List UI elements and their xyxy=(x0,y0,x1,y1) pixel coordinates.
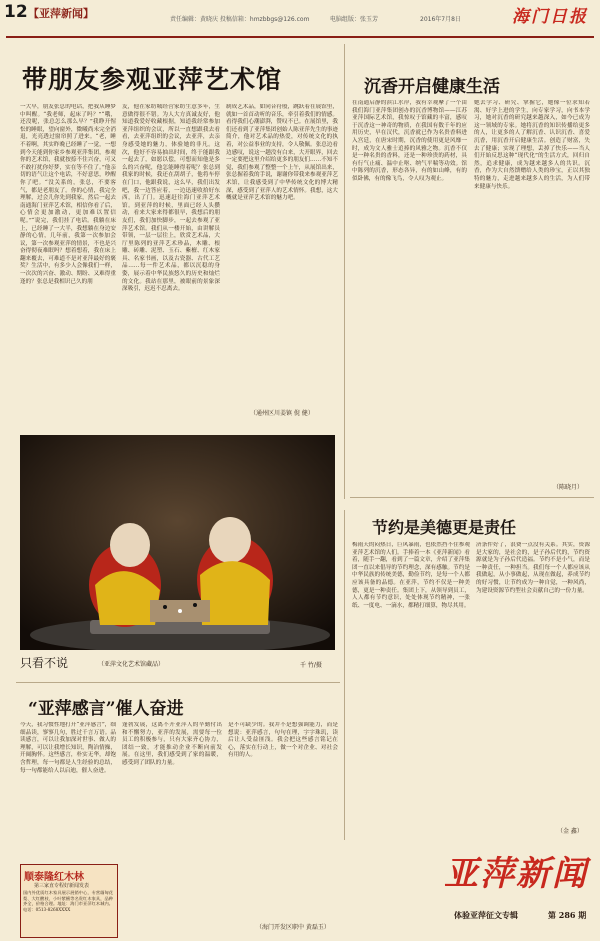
photo-credit: 千 竹/摄 xyxy=(300,662,322,669)
newspaper-logo: 海门日报 xyxy=(512,7,588,27)
ad-title: 顺泰隆红木林 xyxy=(24,872,84,883)
ad-text: 国内外优质红木家具展示展销中心，专营缅甸花梨、大红酸枝、小叶紫檀等名贵红木家具，品种齐全，价格合理。地址：海门市亚萍红木城内。电话：0513-8268XXXX xyxy=(23,890,113,912)
article-body-col: 今天，我习惯性地打开“亚萍感言”，细细品读，寥寥几句，胜过千言万语。品读感言，可以让我加深对世事、做人的理解，可以让我增长知识，陶冶情操，开阔胸怀。这些感言，朴实无华，却饱含哲理，每一句都是人生经验的总结，每一句都能给人以启迪，催人奋进。 xyxy=(20,722,116,774)
article-body-col: 她去学习、研究、掌握它，她像一位求知若渴、好学上进的学生，向专家学习，向书本学习，她对沉香的研究越来越深入，如今已成为这一领域的专家。她将沉香的知识传播给更多的人，让更多的人了解沉香、认识沉香、喜爱沉香，用沉香开启健康生活。创造了财富，失去了健康；实现了理想，丢掉了快乐——当人们开始反思这种“现代化”的生活方式，回归自然，追求健康，成为越来越多人的共识。沉香，作为大自然馈赠给人类的珍宝，正以其独特的魅力，走进越来越多人的生活，为人们带来健康与快乐。 xyxy=(474,100,590,190)
article-body-col: 蓬勃发展，这离不开亚萍人的辛勤付出和不懈努力，亚萍的发展，需要每一位员工的积极参与，只有大家齐心协力，团结一致，才能推动企业不断向前发展。在这里，我们感受到了家的温暖，感受到了团队的力量。 xyxy=(122,722,222,766)
ad-subtitle: 第三家直专程好新闻发表 xyxy=(34,883,90,889)
masthead-subtitle: 体验亚萍征文专辑 xyxy=(454,910,518,920)
column-divider xyxy=(344,44,345,499)
article-body-col: 在南通启静的滨江水岸，我有幸观摩了一个由我们海门亚萍集团创办的沉香博物馆——江苏亚萍国际艺术馆，我惊叹于馆藏的丰富，感叹于沉香这一神奇的物质，在我国有数千年的应用历史，早在汉代，沉香就已作为名贵香料进入宫廷，在唐宋时期，沉香的使用更是风靡一时，成为文人雅士追捧的风雅之物。沉香不仅是一种名贵的香料，还是一种珍贵的药材，具有行气止痛、温中止呕、纳气平喘等功效。馆中陈列的沉香，形态各异，有的如山峰，有的似卧佛，有的像飞鸟，令人叹为观止。 xyxy=(352,100,467,182)
photo-caption-title: 只看不说 xyxy=(20,656,69,670)
article-title: 节约是美德更是责任 xyxy=(372,518,517,537)
article-body-col: 一大早，朋友张总的电话，把我从睡梦中叫醒。“我老师，起床了吗？”“哦，还没呢，张总怎么那么早？”我睁开惺忪的睡眼，望向窗外，微曦尚未完全消退，光亮透过窗帘照了进来。“老，睡不着啊，其实昨晚已经睡了一觉，一想到今天能到你家乡参观亚萍集团，参观你的艺术馆，我就按捺不住兴奋，可又不敢打扰你好梦，实在等不住了。”他亲切的语气让这个电话，不好意思，吵醒你了吧。“没关系的，张总，不要客气，都是老朋友了。你的心情，我完全理解，过会儿你先到我家，然后一起去南通海门亚萍艺术馆，相信你看了后，心情会更加激动，更加难以置信呢。”“说完，我们挂了电话。我躺在床上，已经睡了一大半，我想躺在身边安静的心情，几年前，我第一次参加会议，第一次参观亚萍的情景，不也是兴奋得彻夜难眠吗？想着想着，我在床上翻来覆去，可难道不是对亚萍最好的褒奖？生活中，有多少人会像我们一样，一次次的兴奋、激动、期盼、又难得重逢的？张总是我相识已久的朋 xyxy=(20,104,116,285)
article-title: “亚萍感言”催人奋进 xyxy=(28,699,184,719)
page-number: 12 xyxy=(4,2,28,22)
layout-info: 电脑组版：张玉芳 xyxy=(330,16,379,23)
column-divider xyxy=(344,510,345,840)
article-body-col: 友，他在家纺城经营家纺生意多年，生意做得很不错。为人大方真诚友好，他知道我爱好收藏根据，知道我经常参加亚萍组织的会议，所以一直想跟我去看看，去亚萍组织的会议，去亚萍，去亲身感受她的魅力，体验她的非凡。这次，他好不容易抽出时间，终于能跟我一起去了，如愿以偿，可想而知他是多么的兴奋呢，他怎能睡得着呢？张总到我家的时候，我还在刮胡子，他将车停在门口，他跟我说，这么早，我们出发吧，我一边答应着，一边迅速收拾好东西，出了门。迅速赶往海门亚萍艺术馆。到亚萍的时候，里面已经人头攒动，看来大家来得都很早，我想后的朋友们，我们加快脚步，一起去参观了亚萍艺术馆。我们从一楼开始，由讲解员带领，一层一层往上，欣赏艺术品，大厅里陈列的亚萍艺术珍品，木雕、根雕、砖雕、泥塑、玉石、紫檀、红木家具、名家书画，以及古瓷器、古代工艺品……每一件艺术品，都以沉稳的身姿，展示着中华民族悠久的历史和灿烂的文化。我站在那里，被眼前的景象深深吸引，迟迟不忍离去。 xyxy=(122,104,220,293)
article-body-col: 制成艺术品，如同音符般，跳跃着在展馆里，就如一首首动听的音乐，牵引着我们的情感。看得我们心潮澎湃，赞叹不已。在展馆里，我们还看到了亚萍集团创始人陈亚萍先生的事迹简介，他对艺术品的热爱，对传统文化的执着，对公益事业的支持，令人敬佩。张总边看边感叹，说这一趟没有白来，大开眼界，回去一定要把这里介绍给更多的朋友们……不知不觉，我们参观了整整一个上午，从展馆出来，张总握着我的手说，谢谢你带我来参观亚萍艺术馆，让我感受到了中华传统文化的博大精深，感受到了亚萍人的艺术情怀。我想，这大概就是亚萍艺术馆的魅力吧。 xyxy=(226,104,338,202)
section-tag: 【亚萍新闻】 xyxy=(28,7,94,20)
section-divider xyxy=(350,497,594,498)
issue-date: 2016年7月8日 xyxy=(420,16,461,23)
article-byline: （海门开发区职中 黄磊玉） xyxy=(256,924,330,931)
section-divider xyxy=(16,682,340,683)
article-title: 带朋友参观亚萍艺术馆 xyxy=(22,65,283,94)
figurines-illustration xyxy=(20,435,335,650)
article-body-col: 梅雨天的闷热日，巨风暴雨，也依然挡不住参观亚萍艺术馆的人们。手捧着一本《亚萍新闻》看着，随手一翻，看到了一篇文章，介绍了亚萍集团一直以来倡导的节约理念，深有感触。节约是中华民族的传统美德，勤俭节约，是每一个人都应该具备的品德。在亚萍，节约不仅是一种美德，更是一种责任。集团上下，从领导到员工，人人都有节约意识，处处体现节约精神，一张纸、一度电、一滴水，都精打细算，物尽其用。 xyxy=(352,542,470,609)
artwork-photo xyxy=(20,435,335,650)
photo-caption-sub: （亚萍文化艺术馆藏品） xyxy=(98,661,165,668)
article-byline: （通州区川姜镇 倪 健） xyxy=(250,410,314,417)
article-byline: （金 鑫） xyxy=(557,828,583,835)
masthead-title: 亚萍新闻 xyxy=(444,854,588,894)
article-body-col: 济条件好了，浪费一点没有关系。其实，资源是大家的，是社会的，是子孙后代的，节约资源就是为子孙后代造福。节约不是小气，而是一种责任，一种担当。我们每一个人都应该从我做起，从小事做起，从现在做起，养成节约的好习惯，让节约成为一种自觉，一种风尚，为建设资源节约型社会贡献自己的一份力量。 xyxy=(476,542,590,594)
masthead-issue: 第 286 期 xyxy=(548,910,587,920)
article-body-col: 是不可缺少的。我并不是想强调能力，而是想说：亚萍感言，句句在理，字字珠玑，读后让人受益匪浅。我会把这些感言铭记在心，落实在行动上，做一个对企业、对社会有用的人。 xyxy=(228,722,338,759)
article-byline: （陈晓月） xyxy=(553,484,584,491)
editor-info: 责任编辑：黄晓庆 投稿信箱：hmzbbgs@126.com xyxy=(170,16,310,23)
article-title: 沉香开启健康生活 xyxy=(364,77,500,97)
